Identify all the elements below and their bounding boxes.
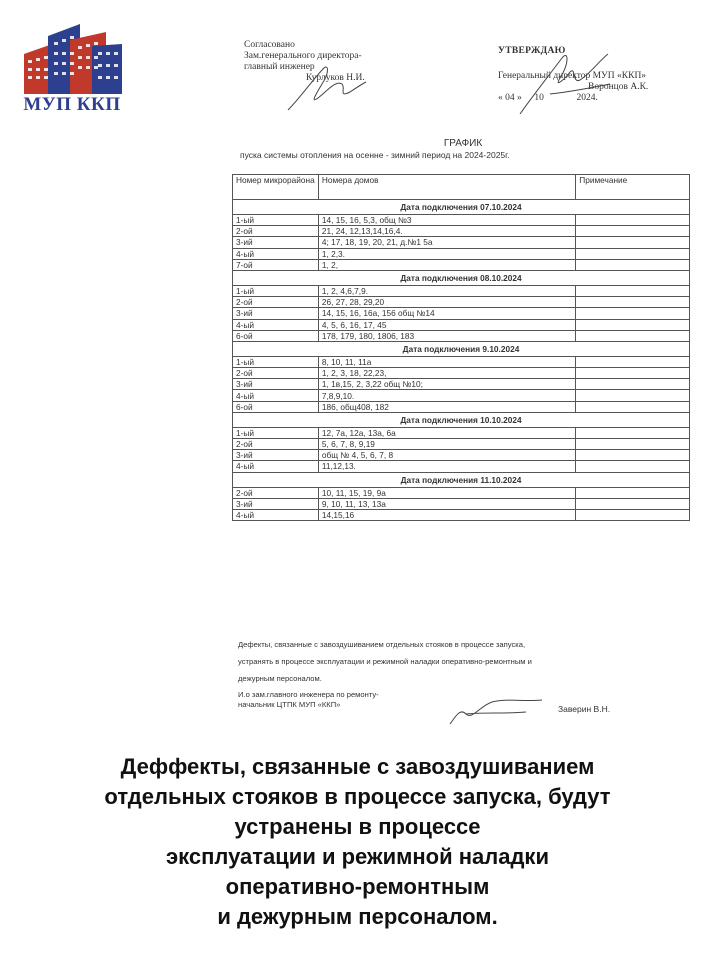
defects-line2: устранять в процессе эксплуатации и режимной наладки оперативно-ремонтным и: [238, 657, 532, 666]
connection-date: Дата подключения 10.10.2024: [233, 412, 690, 427]
houses-cell: 1, 2,3.: [318, 248, 575, 259]
caption-text: [0, 752, 715, 932]
note-cell: [576, 259, 690, 270]
district-cell: 3-ий: [233, 237, 319, 248]
houses-cell: 1, 2,: [318, 259, 575, 270]
houses-cell: 4, 5, 6, 16, 17, 45: [318, 319, 575, 330]
date-section-row: [233, 412, 690, 427]
note-cell: [576, 319, 690, 330]
note-cell: [576, 368, 690, 379]
document-title: ГРАФИК: [443, 138, 483, 149]
district-cell: 3-ий: [233, 379, 319, 390]
note-cell: [576, 498, 690, 509]
table-row: [233, 248, 690, 259]
district-cell: 3-ий: [233, 450, 319, 461]
note-cell: [576, 379, 690, 390]
approve-heading: УТВЕРЖДАЮ: [498, 46, 566, 56]
approve-line1: Генеральный директор МУП «ККП»: [498, 71, 647, 81]
caption-line: эксплуатации и режимной наладки: [166, 844, 549, 869]
district-cell: 2-ой: [233, 439, 319, 450]
houses-cell: 21, 24, 12,13,14,16,4.: [318, 226, 575, 237]
note-cell: [576, 330, 690, 341]
table-row: [233, 356, 690, 367]
table-row: [233, 237, 690, 248]
district-cell: 6-ой: [233, 401, 319, 412]
table-row: [233, 319, 690, 330]
table-row: [233, 450, 690, 461]
district-cell: 1-ый: [233, 356, 319, 367]
district-cell: 2-ой: [233, 368, 319, 379]
table-row: [233, 308, 690, 319]
houses-cell: общ № 4, 5, 6, 7, 8: [318, 450, 575, 461]
houses-cell: 186, общ408, 182: [318, 401, 575, 412]
houses-cell: 11,12,13.: [318, 461, 575, 472]
table-row: [233, 379, 690, 390]
table-row: [233, 487, 690, 498]
district-cell: 2-ой: [233, 297, 319, 308]
note-cell: [576, 461, 690, 472]
houses-cell: 26, 27, 28, 29,20: [318, 297, 575, 308]
scanned-document: [228, 38, 698, 738]
district-cell: 1-ый: [233, 285, 319, 296]
logo-text: МУП ККП: [23, 94, 121, 115]
table-row: [233, 215, 690, 226]
caption-line: и дежурным персоналом.: [217, 904, 498, 929]
table-row: [233, 498, 690, 509]
connection-date: Дата подключения 11.10.2024: [233, 472, 690, 487]
table-row: [233, 401, 690, 412]
houses-cell: 1, 2, 3, 18, 22,23,: [318, 368, 575, 379]
table-row: [233, 285, 690, 296]
houses-cell: 7,8,9,10.: [318, 390, 575, 401]
note-cell: [576, 297, 690, 308]
houses-cell: 5, 6, 7, 8, 9,19: [318, 439, 575, 450]
note-cell: [576, 439, 690, 450]
houses-cell: 8, 10, 11, 11а: [318, 356, 575, 367]
note-cell: [576, 487, 690, 498]
table-row: [233, 390, 690, 401]
note-cell: [576, 237, 690, 248]
note-cell: [576, 427, 690, 438]
table-header-row: [233, 175, 690, 200]
caption-line: устранены в процессе: [234, 814, 481, 839]
column-header: Номер микрорайона: [233, 175, 319, 200]
table-row: [233, 509, 690, 520]
table-row: [233, 427, 690, 438]
signature-icon: [446, 690, 546, 730]
deputy-name: Заверин В.Н.: [558, 704, 611, 714]
note-cell: [576, 308, 690, 319]
defects-note: [238, 636, 698, 687]
table-row: [233, 368, 690, 379]
deputy-line2: начальник ЦТПК МУП «ККП»: [238, 700, 341, 709]
building-icon: [24, 24, 122, 94]
houses-cell: 10, 11, 15, 19, 9а: [318, 487, 575, 498]
table-row: [233, 259, 690, 270]
houses-cell: 178, 179, 180, 1806, 183: [318, 330, 575, 341]
table-row: [233, 461, 690, 472]
district-cell: 1-ый: [233, 427, 319, 438]
table-row: [233, 330, 690, 341]
note-cell: [576, 248, 690, 259]
date-section-row: [233, 270, 690, 285]
date-section-row: [233, 200, 690, 215]
houses-cell: 1, 1в,15, 2, 3,22 общ №10;: [318, 379, 575, 390]
approve-date-year: 2024.: [576, 93, 598, 103]
signature-icon: [280, 58, 370, 118]
district-cell: 6-ой: [233, 330, 319, 341]
note-cell: [576, 215, 690, 226]
houses-cell: 4; 17, 18, 19, 20, 21, д.№1 5а: [318, 237, 575, 248]
caption-line: оперативно-ремонтным: [225, 874, 490, 899]
district-cell: 3-ий: [233, 308, 319, 319]
document-subtitle: пуска системы отопления на осенне - зимний период на 2024-2025г.: [240, 150, 510, 160]
houses-cell: 14, 15, 16, 16а, 156 общ №14: [318, 308, 575, 319]
agreed-line1: Зам.генерального директора-: [244, 51, 362, 61]
approve-name: Воронцов А.К.: [588, 82, 649, 92]
table-row: [233, 226, 690, 237]
column-header: Примечание: [576, 175, 690, 200]
houses-cell: 9, 10, 11, 13, 13а: [318, 498, 575, 509]
approval-block: [228, 38, 698, 138]
table-row: [233, 439, 690, 450]
note-cell: [576, 285, 690, 296]
caption-line: Деффекты, связанные с завоздушиванием: [120, 754, 595, 779]
date-section-row: [233, 472, 690, 487]
signature-icon: [510, 44, 620, 124]
district-cell: 4-ый: [233, 248, 319, 259]
table-row: [233, 297, 690, 308]
houses-cell: 1, 2, 4,6,7,9.: [318, 285, 575, 296]
agreed-line2: главный инженер: [244, 62, 315, 72]
district-cell: 3-ий: [233, 498, 319, 509]
note-cell: [576, 401, 690, 412]
note-cell: [576, 356, 690, 367]
approve-date-day: « 04 »: [498, 93, 522, 103]
column-header: Номера домов: [318, 175, 575, 200]
district-cell: 4-ый: [233, 319, 319, 330]
deputy-block: [238, 690, 438, 710]
approve-date-month: 10: [534, 93, 544, 103]
date-section-row: [233, 341, 690, 356]
note-cell: [576, 450, 690, 461]
connection-date: Дата подключения 9.10.2024: [233, 341, 690, 356]
houses-cell: 12, 7а, 12а, 13а, 6а: [318, 427, 575, 438]
agreed-heading: Согласовано: [244, 40, 295, 50]
note-cell: [576, 226, 690, 237]
district-cell: 1-ый: [233, 215, 319, 226]
note-cell: [576, 509, 690, 520]
district-cell: 4-ый: [233, 461, 319, 472]
district-cell: 7-ой: [233, 259, 319, 270]
district-cell: 4-ый: [233, 509, 319, 520]
caption-line: отдельных стояков в процессе запуска, будут: [104, 784, 611, 809]
connection-date: Дата подключения 07.10.2024: [233, 200, 690, 215]
agreed-name: Курлуков Н.И.: [306, 73, 365, 83]
houses-cell: 14, 15, 16, 5,3, общ №3: [318, 215, 575, 226]
schedule-table: [232, 174, 690, 521]
district-cell: 2-ой: [233, 226, 319, 237]
deputy-line1: И.о зам.главного инженера по ремонту-: [238, 690, 379, 699]
connection-date: Дата подключения 08.10.2024: [233, 270, 690, 285]
defects-line1: Дефекты, связанные с завоздушиванием отдельных стояков в процессе запуска,: [238, 640, 526, 649]
district-cell: 4-ый: [233, 390, 319, 401]
district-cell: 2-ой: [233, 487, 319, 498]
note-cell: [576, 390, 690, 401]
houses-cell: 14,15,16: [318, 509, 575, 520]
defects-line3: дежурным персоналом.: [238, 674, 322, 683]
